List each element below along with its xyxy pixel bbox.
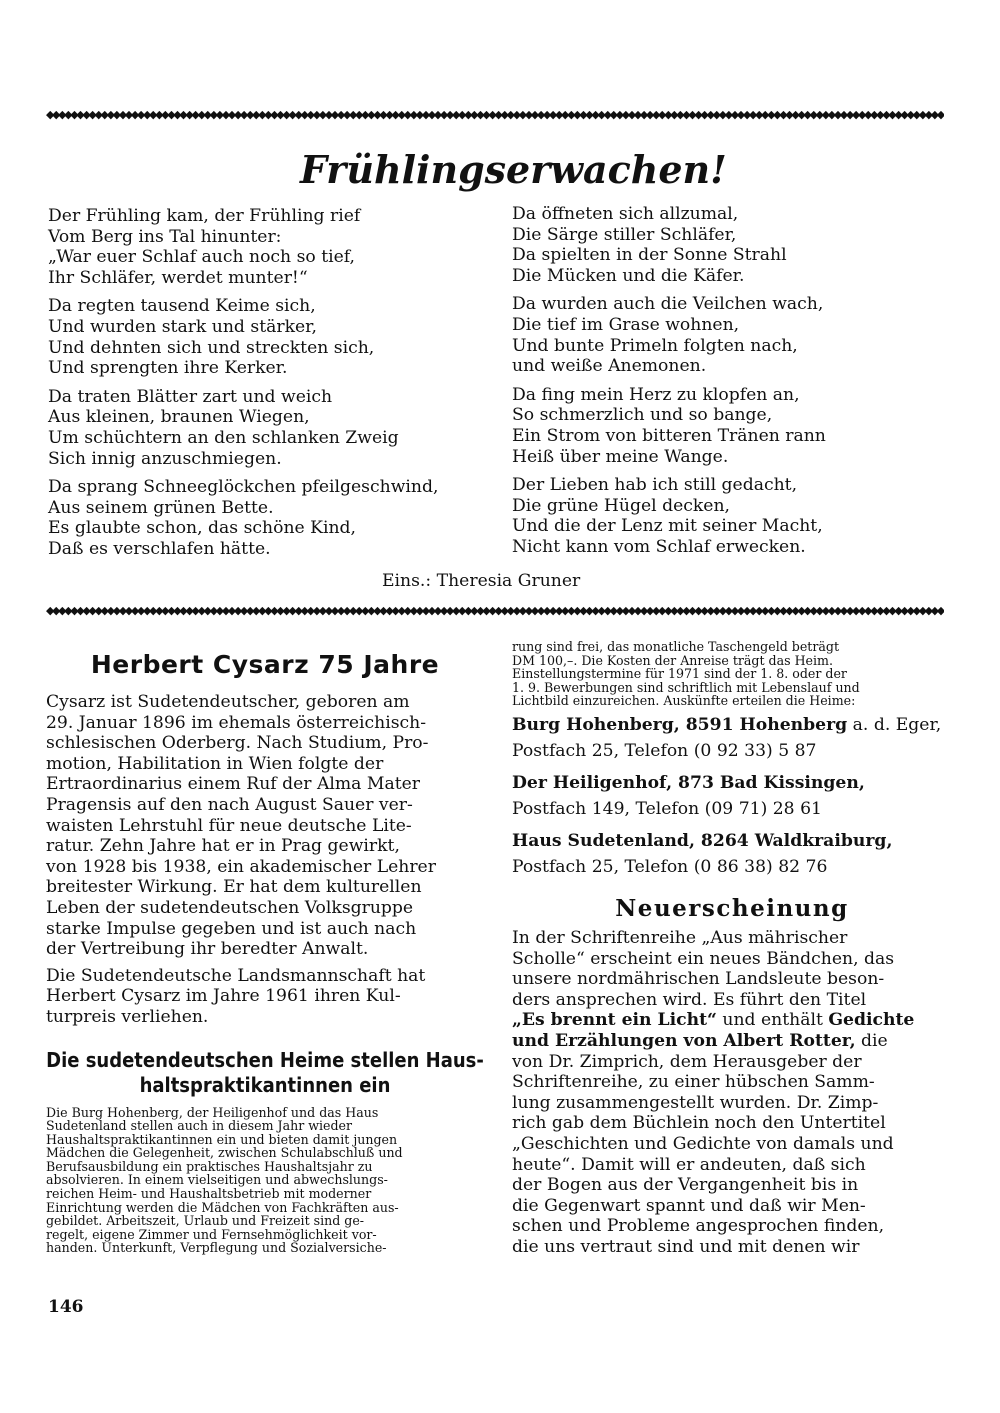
text-line: Die Sudetendeutsche Landsmannschaft hat <box>46 965 426 986</box>
neuerscheinung-body <box>512 928 952 1258</box>
text-line: Aus kleinen, braunen Wiegen, <box>48 407 310 428</box>
cysarz-paragraph-2 <box>46 966 484 1028</box>
text-line: lung zusammengestellt wurden. Dr. Zimp- <box>512 1092 879 1113</box>
text-line: Leben der sudetendeutschen Volksgruppe <box>46 897 414 918</box>
cysarz-paragraph-1 <box>46 692 484 960</box>
text-line: und weiße Anemonen. <box>512 356 707 377</box>
text-line: der Vertreibung ihr beredter Anwalt. <box>46 939 369 960</box>
poem-stanza <box>512 294 962 376</box>
heime-article-title <box>46 1048 484 1098</box>
poem-credit: Eins.: Theresia Gruner <box>382 571 581 591</box>
text-line: Schriftenreihe, zu einer hübschen Samm- <box>512 1072 875 1093</box>
text-line: gebildet. Arbeitszeit, Urlaub und Freizeit sind ge- <box>46 1213 365 1229</box>
heime-title-line-1: Die sudetendeutschen Heime stellen Haus- <box>46 1047 484 1072</box>
text-line: Ein Strom von bitteren Tränen rann <box>512 425 826 446</box>
text-line: Und die der Lenz mit seiner Macht, <box>512 516 823 537</box>
text-line: Da wurden auch die Veilchen wach, <box>512 294 824 315</box>
text-line: Die Mücken und die Käfer. <box>512 265 745 286</box>
text-line: DM 100,–. Die Kosten der Anreise trägt das Heim. <box>512 652 833 668</box>
text-line: Da sprang Schneeglöckchen pfeilgeschwind, <box>48 477 439 498</box>
book-author: und Erzählungen von Albert Rotter, <box>512 1030 856 1051</box>
poem-stanza <box>48 477 498 559</box>
text-line: Die Burg Hohenberg, der Heiligenhof und das Haus <box>46 1104 379 1120</box>
text-line: schen und Probleme angesprochen finden, <box>512 1216 885 1237</box>
text-line: von 1928 bis 1938, ein akademischer Lehrer <box>46 856 436 877</box>
poem-stanza <box>48 387 498 469</box>
text-line: Cysarz ist Sudetendeutscher, geboren am <box>46 692 410 712</box>
text-line: ratur. Zehn Jahre hat er in Prag gewirkt, <box>46 836 400 857</box>
heime-contact-list <box>512 712 952 880</box>
text-line: „War euer Schlaf auch noch so tief, <box>48 247 355 268</box>
contact-address: Postfach 25, Telefon (0 86 38) 82 76 <box>512 856 828 877</box>
text-line: der Bogen aus der Vergangenheit bis in <box>512 1175 859 1196</box>
heime-article-body <box>46 1106 484 1256</box>
text-line: Haushaltspraktikantinnen ein und bieten damit jungen <box>46 1131 398 1147</box>
text-line: motion, Habilitation in Wien folgte der <box>46 753 384 774</box>
text-line: Scholle“ erscheint ein neues Bändchen, das <box>512 948 895 969</box>
text-line: rung sind frei, das monatliche Taschengeld beträgt <box>512 639 840 654</box>
text-line: „Geschichten und Gedichte von damals und <box>512 1133 894 1154</box>
text-line: Und wurden stark und stärker, <box>48 316 317 337</box>
heime-title-line-2: haltspraktikantinnen ein <box>139 1072 391 1097</box>
text-fragment: und enthält <box>716 1010 829 1031</box>
contact-name-line <box>512 770 952 796</box>
text-line: schlesischen Oderberg. Nach Studium, Pro- <box>46 733 429 754</box>
text-line: turpreis verliehen. <box>46 1006 209 1027</box>
text-line: Einstellungstermine für 1971 sind der 1. 8. oder der <box>512 666 847 682</box>
poem-stanza <box>512 475 962 557</box>
right-article-column <box>512 640 952 1263</box>
book-title: „Es brennt ein Licht“ <box>512 1010 717 1031</box>
text-line: Einrichtung werden die Mädchen von Fachkräften aus- <box>46 1199 399 1215</box>
contact-entry <box>512 712 952 764</box>
text-line: Mädchen die Gelegenheit, zwischen Schulabschluß und <box>46 1145 403 1161</box>
text-line: reichen Heim- und Haushaltsbetrieb mit moderner <box>46 1186 372 1202</box>
text-line: Ihr Schläfer, werdet munter!“ <box>48 267 308 288</box>
contact-address: Postfach 25, Telefon (0 92 33) 5 87 <box>512 740 817 761</box>
poem-left-column <box>48 206 498 568</box>
text-line: regelt, eigene Zimmer und Fernsehmöglichkeit vor- <box>46 1226 377 1242</box>
text-line: Da spielten in der Sonne Strahl <box>512 245 787 266</box>
text-line: Da traten Blätter zart und weich <box>48 386 333 407</box>
text-line: Die grüne Hügel decken, <box>512 495 731 516</box>
ornamental-separator: ◆◆◆◆◆◆◆◆◆◆◆◆◆◆◆◆◆◆◆◆◆◆◆◆◆◆◆◆◆◆◆◆◆◆◆◆◆◆◆◆◆◆◆◆◆◆◆◆◆◆◆◆◆◆◆◆◆◆◆◆◆◆◆◆◆◆◆◆◆◆◆◆◆◆◆◆◆◆◆◆◆◆◆◆◆◆◆◆◆◆◆◆◆◆◆◆◆◆◆◆◆◆◆◆◆◆◆◆◆◆◆◆◆◆◆◆◆◆◆◆◆◆◆◆◆◆◆◆◆◆◆◆◆◆◆◆◆◆◆◆◆◆◆◆◆◆◆◆ <box>46 604 943 617</box>
text-line: breitester Wirkung. Er hat dem kulturellen <box>46 877 422 898</box>
text-line: Und sprengten ihre Kerker. <box>48 358 288 379</box>
text-line: Heiß über meine Wange. <box>512 446 729 467</box>
text-line: Berufsausbildung ein praktisches Haushaltsjahr zu <box>46 1158 373 1174</box>
contact-name: Haus Sudetenland, 8264 Waldkraiburg, <box>512 830 893 851</box>
poem-stanza <box>512 204 962 286</box>
text-line: rich gab dem Büchlein noch den Untertitel <box>512 1113 886 1134</box>
text-line: starke Impulse gegeben und ist auch nach <box>46 918 417 939</box>
text-line: absolvieren. In einem vielseitigen und abwechslungs- <box>46 1172 388 1188</box>
text-line: Und bunte Primeln folgten nach, <box>512 335 798 356</box>
text-line: Ertraordinarius einem Ruf der Alma Mater <box>46 774 420 795</box>
text-line: Um schüchtern an den schlanken Zweig <box>48 427 399 448</box>
contact-entry <box>512 828 952 880</box>
text-line: Der Lieben hab ich still gedacht, <box>512 475 798 496</box>
heime-article-continuation <box>512 640 952 708</box>
text-line: Die tief im Grase wohnen, <box>512 314 740 335</box>
text-line <box>512 1010 952 1031</box>
poem-stanza <box>48 296 498 378</box>
contact-address: Postfach 149, Telefon (09 71) 28 61 <box>512 798 822 819</box>
text-line: Da fing mein Herz zu klopfen an, <box>512 384 800 405</box>
left-article-column <box>46 640 484 1255</box>
text-line: heute“. Damit will er andeuten, daß sich <box>512 1154 866 1175</box>
text-line: Daß es verschlafen hätte. <box>48 538 271 559</box>
text-line: Und dehnten sich und streckten sich, <box>48 337 375 358</box>
poem-stanza <box>48 206 498 288</box>
text-line: Da öffneten sich allzumal, <box>512 204 739 224</box>
page-number: 146 <box>48 1297 84 1317</box>
text-line: Vom Berg ins Tal hinunter: <box>48 226 282 247</box>
text-line: handen. Unterkunft, Verpflegung und Sozialversiche- <box>46 1240 387 1256</box>
text-line: So schmerzlich und so bange, <box>512 405 773 426</box>
text-line: Es glaubte schon, das schöne Kind, <box>48 518 357 539</box>
text-line: 1. 9. Bewerbungen sind schriftlich mit Lebenslauf und <box>512 679 860 695</box>
contact-entry <box>512 770 952 822</box>
contact-name: Der Heiligenhof, 873 Bad Kissingen, <box>512 772 865 793</box>
contact-name-line <box>512 712 952 738</box>
text-line: Die Särge stiller Schläfer, <box>512 224 737 245</box>
text-line: die uns vertraut sind und mit denen wir <box>512 1236 860 1257</box>
text-line: Der Frühling kam, der Frühling rief <box>48 206 361 226</box>
text-line: ders ansprechen wird. Es führt den Titel <box>512 989 867 1010</box>
text-line: Pragensis auf den nach August Sauer ver- <box>46 794 413 815</box>
poem-stanza <box>512 385 962 467</box>
text-line: Herbert Cysarz im Jahre 1961 ihren Kul- <box>46 986 401 1007</box>
text-line: Sudetenland stellen auch in diesem Jahr wieder <box>46 1118 353 1134</box>
text-line: 29. Januar 1896 im ehemals österreichisch- <box>46 712 427 733</box>
cysarz-article-title: Herbert Cysarz 75 Jahre <box>90 650 440 679</box>
text-line: Aus seinem grünen Bette. <box>48 497 274 518</box>
text-line: Da regten tausend Keime sich, <box>48 296 316 317</box>
neuerscheinung-title: Neuerscheinung <box>615 894 849 922</box>
text-line: Nicht kann vom Schlaf erwecken. <box>512 536 806 557</box>
text-line: In der Schriftenreihe „Aus mährischer <box>512 927 848 948</box>
contact-name: Burg Hohenberg, 8591 Hohenberg <box>512 714 848 735</box>
contact-name-line <box>512 828 952 854</box>
text-line: Sich innig anzuschmiegen. <box>48 448 282 469</box>
text-line: Lichtbild einzureichen. Auskünfte erteilen die Heime: <box>512 693 856 709</box>
poem-title: Frühlingserwachen! <box>300 147 727 192</box>
ornamental-separator: ◆◆◆◆◆◆◆◆◆◆◆◆◆◆◆◆◆◆◆◆◆◆◆◆◆◆◆◆◆◆◆◆◆◆◆◆◆◆◆◆◆◆◆◆◆◆◆◆◆◆◆◆◆◆◆◆◆◆◆◆◆◆◆◆◆◆◆◆◆◆◆◆◆◆◆◆◆◆◆◆◆◆◆◆◆◆◆◆◆◆◆◆◆◆◆◆◆◆◆◆◆◆◆◆◆◆◆◆◆◆◆◆◆◆◆◆◆◆◆◆◆◆◆◆◆◆◆◆◆◆◆◆◆◆◆◆◆◆◆◆◆◆◆◆◆◆◆◆ <box>46 108 943 121</box>
text-line <box>512 1031 952 1052</box>
text-line: von Dr. Zimprich, dem Herausgeber der <box>512 1051 862 1072</box>
contact-suffix: a. d. Eger, <box>847 714 942 735</box>
text-line: unsere nordmährischen Landsleute beson- <box>512 969 885 990</box>
text-fragment: die <box>855 1030 888 1051</box>
poem-right-column <box>512 204 962 566</box>
text-line: die Gegenwart spannt und daß wir Men- <box>512 1195 866 1216</box>
book-subject: Gedichte <box>828 1010 915 1031</box>
text-line: waisten Lehrstuhl für neue deutsche Lite- <box>46 815 412 836</box>
